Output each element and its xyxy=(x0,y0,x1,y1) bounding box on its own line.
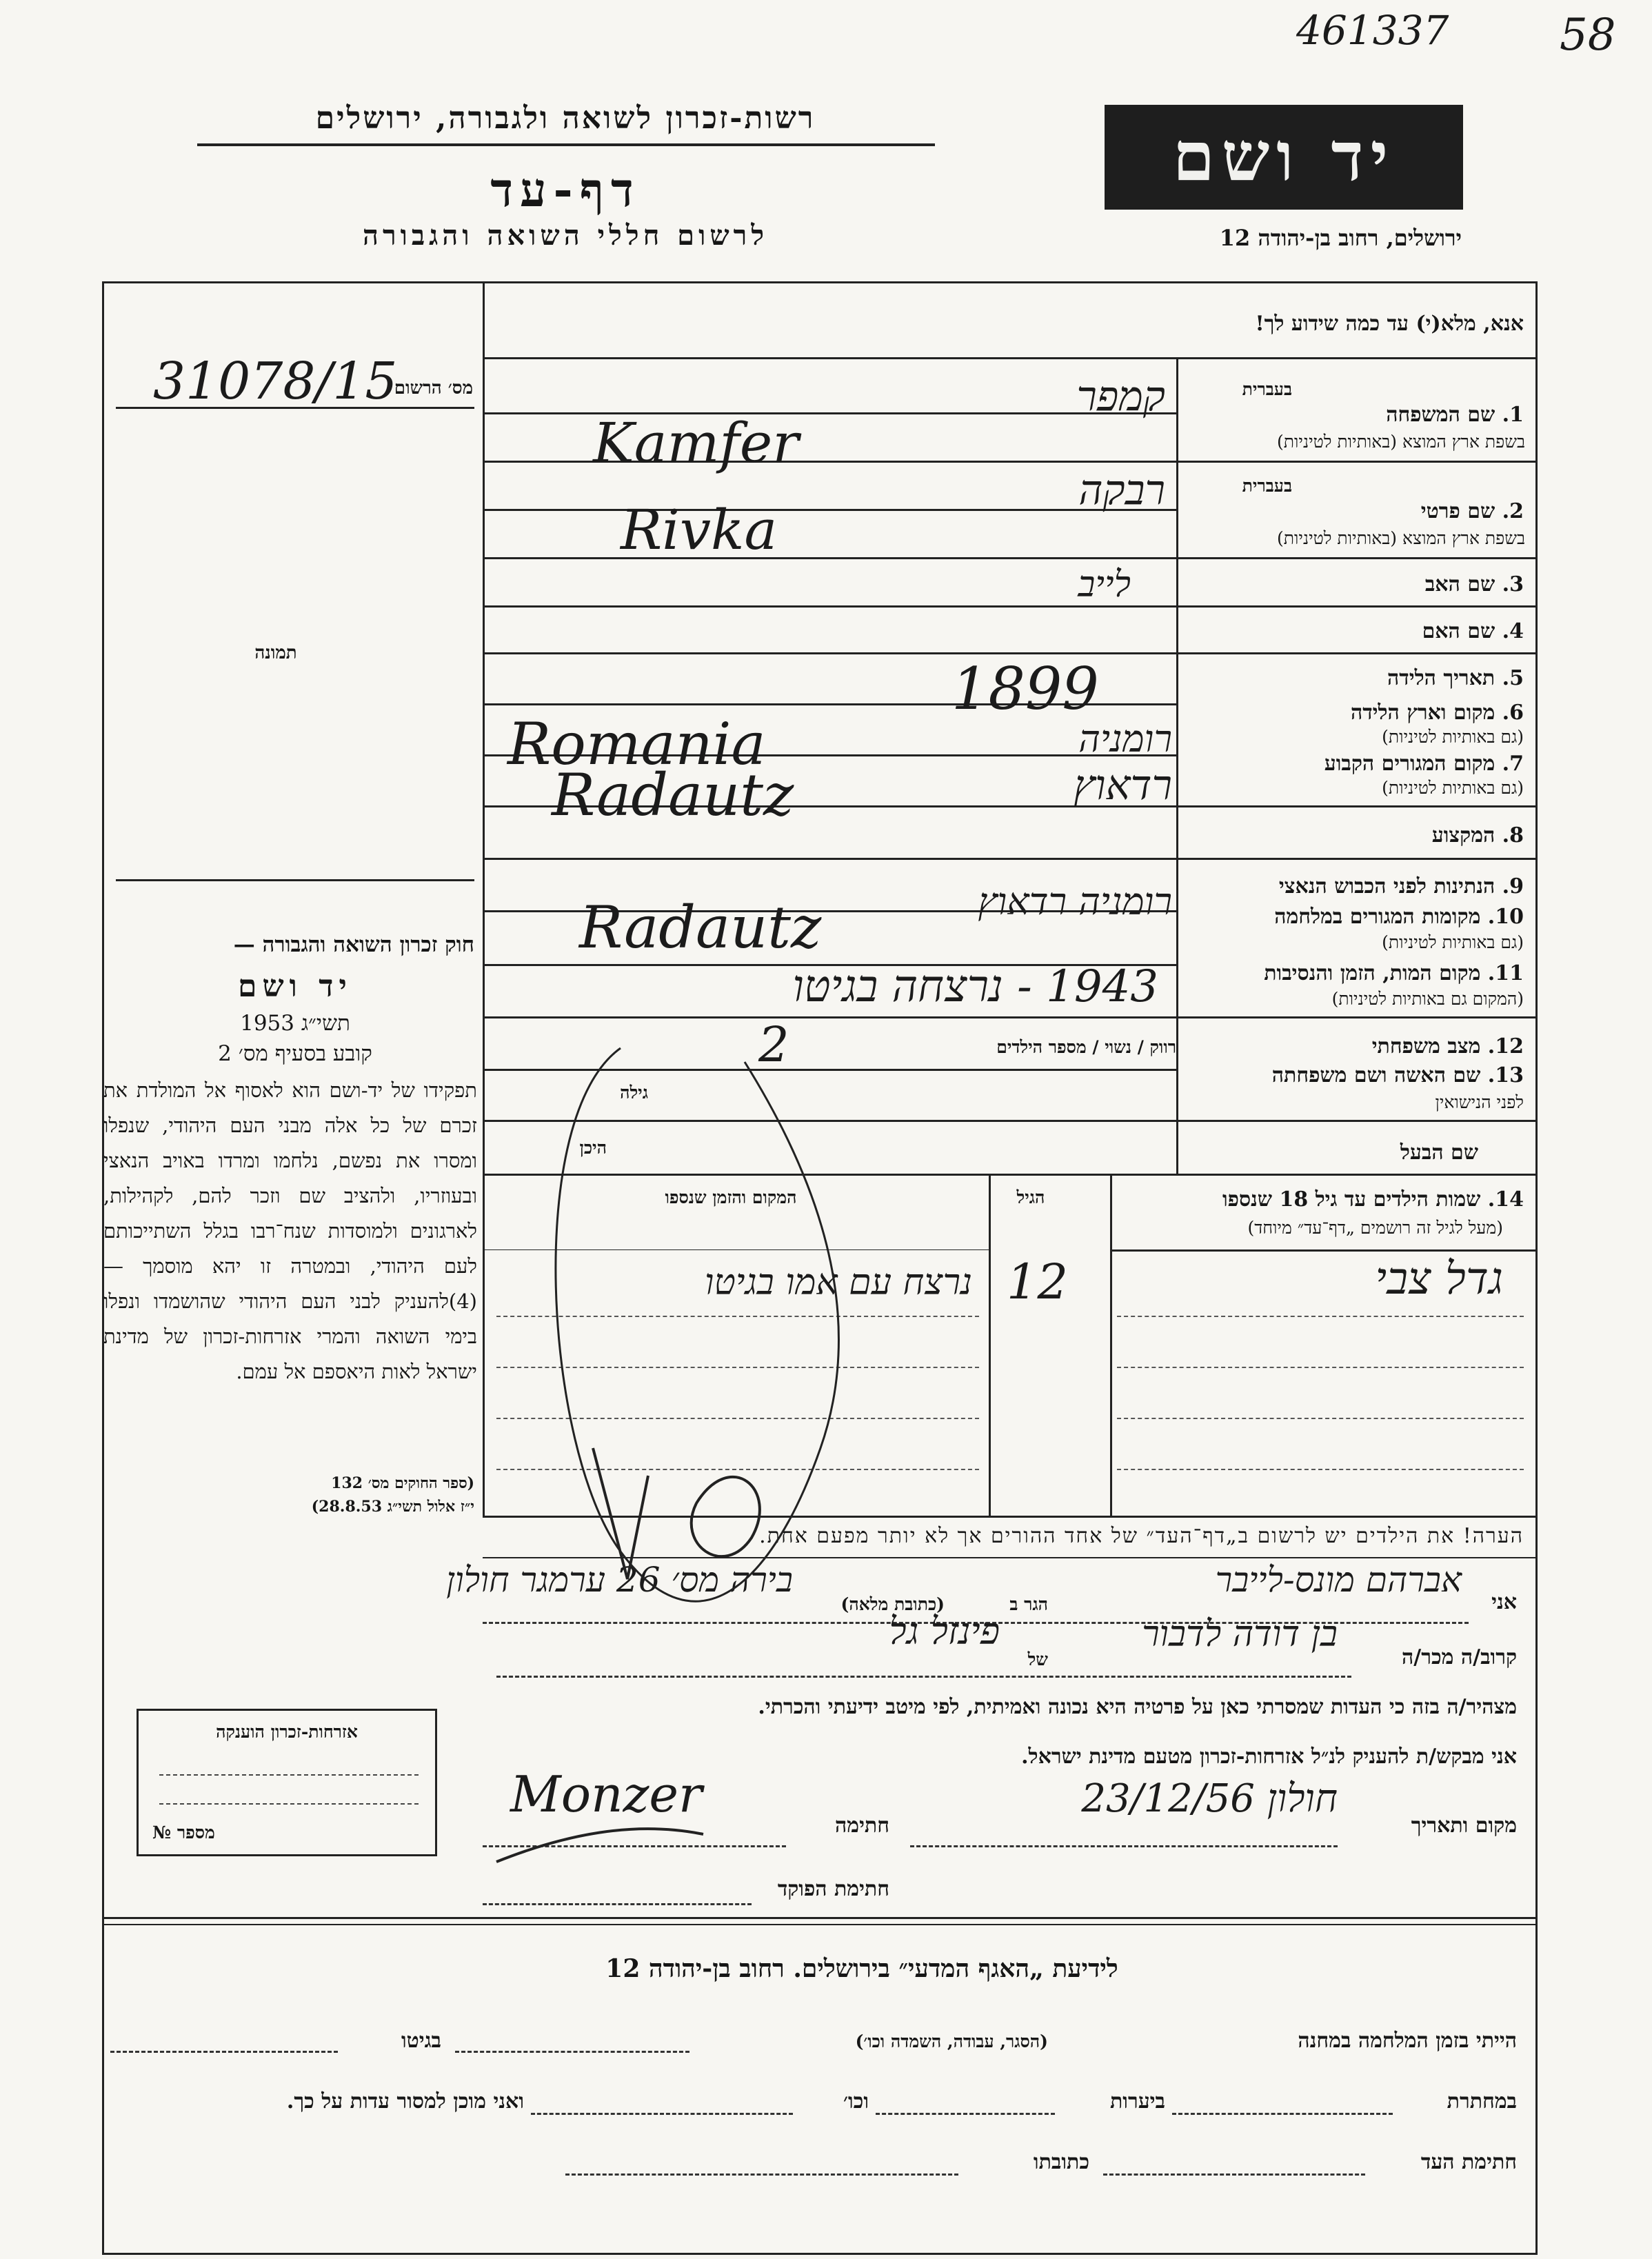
law-name: יד ושם xyxy=(238,969,352,1004)
header-subtitle: לרשום חללי השואה והגבורה xyxy=(362,219,769,252)
in-hebrew-label-1: בעברית xyxy=(1242,379,1292,399)
place-column-header: המקום והזמן שנספו xyxy=(665,1187,797,1207)
field-label-birth-date: 5. תאריך הלידה xyxy=(1387,666,1524,690)
header-address: ירושלים, רחוב בן-יהודה 12 xyxy=(1219,225,1462,251)
child-name[interactable]: גדל צבי xyxy=(1375,1254,1503,1305)
declaration-i: אני xyxy=(1491,1590,1517,1614)
registration-label: מס׳ הרשום xyxy=(394,378,473,399)
children-note: (מעל לגיל זה רושמים „דף־עד״ מיוחד) xyxy=(1247,1218,1503,1238)
field-label-first-name: 2. שם פרטי xyxy=(1420,499,1524,523)
field-label-war-residence: 10. מקומות המגורים במלחמה xyxy=(1274,905,1524,929)
circle-stroke xyxy=(556,1048,839,1601)
declaration-request: אני מבקש/ת להעניק לנ״ל אזרחות-זכרון מטעם מדינת ישראל. xyxy=(1021,1745,1517,1769)
origin-note-2: בשפת ארץ המוצא (באותיות לטיניות) xyxy=(1277,528,1525,548)
witness-name[interactable]: אברהם מונס-לייבר xyxy=(1215,1560,1462,1600)
first-name-hebrew[interactable]: רבקה xyxy=(1078,466,1165,514)
birth-year[interactable]: 1899 xyxy=(951,655,1099,723)
law-reference-1: (ספר החוקים מס׳ 132 xyxy=(331,1474,474,1492)
surname-hebrew[interactable]: קמפר xyxy=(1076,372,1165,421)
bottom-title: לידיעת „האגף המדעי״ בירושלים. רחוב בן-יהודה 12 xyxy=(605,1954,1118,1983)
commander-label: חתימת הפוקד xyxy=(777,1877,889,1901)
bottom-witness-signature: חתימת העד xyxy=(1420,2150,1517,2174)
bottom-address: כתובתו xyxy=(1033,2150,1089,2174)
latin-note-6: (גם באותיות לטיניות) xyxy=(1382,727,1524,747)
marital-options: רווק / נשוי / מספר הילדים xyxy=(996,1037,1176,1057)
field-label-birth-place: 6. מקום וארץ הלידה xyxy=(1350,701,1524,725)
field-label-surname: 1. שם המשפחה xyxy=(1386,403,1524,427)
surname-latin[interactable]: Kamfer xyxy=(593,411,799,475)
field-label-marital: 12. מצב משפחתי xyxy=(1371,1034,1524,1058)
signature-label: חתימה xyxy=(835,1814,889,1838)
place-date-value[interactable]: חולון 23/12/56 xyxy=(1081,1776,1338,1821)
witness-relation[interactable]: בן דודה לדבור xyxy=(1142,1614,1338,1655)
children-label: 14. שמות הילדים עד גיל 18 שנספו xyxy=(1222,1187,1524,1212)
latin-note-7: (גם באותיות לטיניות) xyxy=(1382,778,1524,798)
declaration-statement: מצהיר/ה בזה כי העדות שמסרתי כאן על פרטיה היא נכונה ואמיתית, לפי מיטב ידיעתי והכרתי. xyxy=(758,1695,1517,1719)
initial-stroke xyxy=(496,1829,703,1862)
first-name-latin[interactable]: Rivka xyxy=(621,498,778,562)
father-name[interactable]: לייב xyxy=(1078,564,1131,605)
latin-note-10: (גם באותיות לטיניות) xyxy=(1382,932,1524,952)
form-instructions: אנא, מלא(י) עד כמה שידוע לך! xyxy=(1255,312,1524,336)
death-details[interactable]: 1943 - נרצחה בגיטו xyxy=(792,961,1158,1012)
victim-relation-name[interactable]: פינזל גל xyxy=(889,1609,1000,1653)
bottom-ready-to-testify: ואני מוכן למסור עדות על כך. xyxy=(286,2089,524,2114)
birth-place-hebrew[interactable]: רומניה xyxy=(1078,717,1172,761)
bottom-camp-types: (הסגר, עבודה, השמדה וכו׳) xyxy=(855,2031,1048,2051)
registration-number[interactable]: 31078/15 xyxy=(153,352,398,411)
in-hebrew-label-2: בעברית xyxy=(1242,476,1292,496)
birth-place-latin[interactable]: Romania xyxy=(507,710,766,778)
field-label-death: 11. מקום המות, הזמן והנסיבות xyxy=(1264,961,1524,985)
field-label-mother: 4. שם האם xyxy=(1422,619,1524,643)
check-stroke xyxy=(593,1448,648,1579)
bottom-ghetto: בגיטו xyxy=(401,2029,441,2053)
loop-stroke xyxy=(692,1477,760,1556)
law-clause: קובע בסעיף מס׳ 2 xyxy=(218,1041,372,1066)
bottom-camp: הייתי בזמן המלחמה במחנה xyxy=(1298,2029,1517,2053)
war-residence-latin[interactable]: Radautz xyxy=(579,894,822,961)
law-year: תשי״ג 1953 xyxy=(240,1011,350,1036)
witness-address[interactable]: בירה מס׳ 26 ערמגר חולון xyxy=(446,1560,793,1600)
children-count[interactable]: 2 xyxy=(758,1016,789,1073)
page-title: דף-עד xyxy=(490,163,641,218)
bottom-etc: וכו׳ xyxy=(843,2089,869,2114)
death-note: (המקום גם באותיות לטיניות) xyxy=(1331,989,1524,1009)
stamp-box-number: מספר № xyxy=(152,1823,215,1843)
law-text: תפקידו של יד-ושם הוא לאסוף אל המולדת את זכרם של כל אלה מבני העם היהודי, שנפלו ומסרו את נפשם, נלחמו ומרדו באויב הנאצי ובעוזריו, ולהציב שם וזכר להם, לקהילות, לארגונים ולמוסדות שנח־רבו בגלל השתייכותם לעם היהודי, ובמטרה זו יהא מוסמך — (4)להעניק לבני העם היהודי שהושמדו ונפלו בימי השואה והמרי אזרחות-זכרון של מדינת ישראל לאות היאספם אל עמם. xyxy=(103,1078,477,1383)
field-label-husband: שם הבעל xyxy=(1400,1141,1478,1165)
field-label-father: 3. שם האב xyxy=(1424,572,1524,596)
field-label-residence: 7. מקום המגורים הקבוע xyxy=(1324,752,1524,776)
declaration-full-address: (כתובת מלאה) xyxy=(840,1594,945,1614)
field-label-profession: 8. המקצוע xyxy=(1431,823,1524,847)
where-label: היכן xyxy=(579,1138,607,1158)
bottom-underground: במחתרת xyxy=(1447,2089,1517,2114)
origin-note-1: בשפת ארץ המוצא (באותיות לטיניות) xyxy=(1277,432,1525,452)
before-marriage-note: לפני הנישואין xyxy=(1435,1092,1524,1112)
declaration-relative: קרוב/ה מכר/ה xyxy=(1402,1645,1517,1669)
remark: הערה! את הילדים יש לרשום ב„דף־העד״ של אחד ההורים אך לא יותר מפעם אחת. xyxy=(759,1524,1524,1548)
declaration-of: של xyxy=(1027,1649,1048,1669)
age-label: גילה xyxy=(620,1083,648,1103)
stamp-box-title: אזרחות-זכרון הוענקה xyxy=(216,1722,358,1742)
age-column-header: הגיל xyxy=(1016,1187,1045,1207)
witness-signature[interactable]: Monzer xyxy=(510,1765,703,1823)
photo-label: תמונה xyxy=(254,643,297,663)
residence-hebrew[interactable]: רדאוץ xyxy=(1073,761,1172,810)
place-date-label: מקום ותאריך xyxy=(1411,1814,1517,1838)
archive-number: 461337 xyxy=(1296,7,1449,54)
war-residence-hebrew[interactable]: רומניה רדאוץ xyxy=(978,880,1172,923)
law-title: חוק זכרון השואה והגבורה — xyxy=(233,932,474,957)
corner-mark: 58 xyxy=(1560,10,1616,61)
field-label-citizenship: 9. הנתינות לפני הכבוש הנאצי xyxy=(1278,874,1524,898)
child-age[interactable]: 12 xyxy=(1007,1254,1069,1310)
declaration-lives-in: הגר ב xyxy=(1009,1594,1048,1614)
field-label-wife: 13. שם האשה ושם משפחתה xyxy=(1271,1063,1524,1087)
bottom-forests: ביערות xyxy=(1109,2089,1165,2114)
logo-text: יד ושם xyxy=(1172,117,1396,197)
residence-latin[interactable]: Radautz xyxy=(552,761,794,829)
child-death-place[interactable]: נרצח עם אמו בגיטו xyxy=(705,1262,972,1303)
header-authority: רשות-זכרון לשואה ולגבורה, ירושלים xyxy=(315,101,816,136)
law-reference-2: י״ז אלול תשי״ג 28.8.53) xyxy=(311,1498,474,1516)
